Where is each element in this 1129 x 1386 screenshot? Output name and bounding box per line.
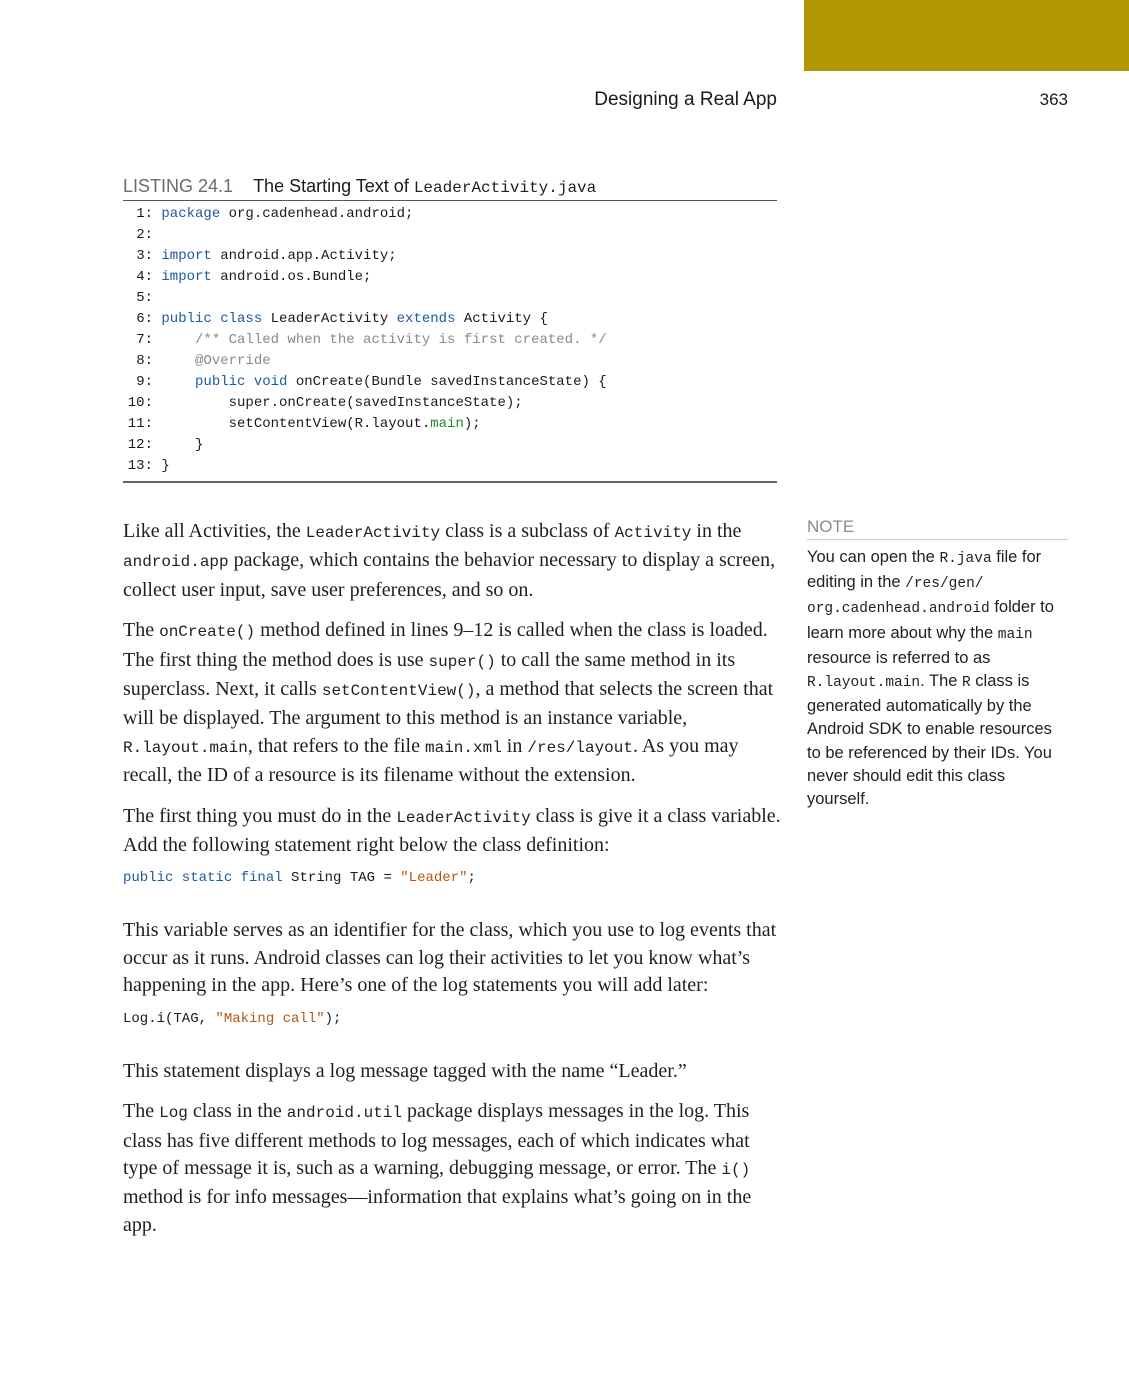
text-run: class is give it a class variable. Add the following statement right below the class definition: xyxy=(123,804,781,857)
text-run: } xyxy=(161,437,204,453)
paragraph xyxy=(123,1058,783,1085)
text-run: This variable serves as an identifier for the class, which you use to log events that occur as it runs. Android classes can log their activities to let you know what’s happening in the app. Here’s one of the log statements you will add later: xyxy=(123,919,777,997)
text-run: The first thing you must do in the xyxy=(123,804,397,827)
code-token: extends xyxy=(396,311,456,327)
text-run: You can open the xyxy=(807,548,940,566)
inline-code: R.layout.main xyxy=(123,738,248,757)
text-run: class is generated automatically by the Android SDK to enable resources to be referenced by their IDs. You never should edit this class yourself. xyxy=(807,672,1052,809)
text-run: Like all Activities, the xyxy=(123,520,306,542)
text-run: This statement displays a log message tagged with the name “Leader.” xyxy=(123,1059,687,1082)
inline-code: Log xyxy=(159,1104,188,1123)
code-line xyxy=(123,393,777,414)
text-run xyxy=(161,332,195,348)
line-number: 6: xyxy=(136,311,153,327)
line-number: 9: xyxy=(136,374,153,390)
listing-label: LISTING 24.1 xyxy=(123,176,234,196)
line-number: 8: xyxy=(136,353,153,369)
text-run xyxy=(161,374,195,390)
running-title: Designing a Real App xyxy=(594,89,777,110)
text-run: package, which contains the behavior necessary to display a screen, collect user input, save user preferences, and so on. xyxy=(123,549,776,601)
code-token: import xyxy=(161,269,212,285)
note-title: NOTE xyxy=(807,517,1068,540)
code-token: public void xyxy=(195,374,288,390)
code-line xyxy=(123,288,777,309)
text-run: } xyxy=(161,458,170,474)
inline-code: LeaderActivity xyxy=(305,524,441,542)
text-run: ; xyxy=(467,870,476,887)
code-token: "Leader" xyxy=(400,870,468,887)
text-run: String TAG = xyxy=(282,870,401,887)
text-run: ); xyxy=(324,1010,342,1027)
text-run: android.app.Activity; xyxy=(211,248,397,264)
text-run: class in the xyxy=(187,1100,287,1123)
code-statement-log xyxy=(123,1009,783,1030)
text-run: to call the same method in its superclass. Next, it calls xyxy=(123,648,736,701)
code-line xyxy=(123,435,777,456)
code-line xyxy=(123,225,777,246)
text-run: resource is referred to as xyxy=(807,648,991,667)
text-run: android.os.Bundle; xyxy=(211,269,372,285)
line-number: 1: xyxy=(136,206,153,222)
inline-code: LeaderActivity xyxy=(396,808,531,827)
text-run: super.onCreate(savedInstanceState); xyxy=(161,395,523,411)
inline-code: onCreate() xyxy=(159,623,256,642)
inline-code: setContentView() xyxy=(321,682,476,701)
code-line xyxy=(123,330,777,351)
inline-code: /res/layout xyxy=(527,738,633,757)
note-body xyxy=(807,546,1068,811)
text-run: class is a subclass of xyxy=(440,520,615,542)
inline-code: super() xyxy=(428,652,496,671)
text-run: method defined in lines 9–12 is called when the class is loaded. The first thing the method does is use xyxy=(123,619,768,671)
body-text xyxy=(123,518,783,1252)
inline-code: R.java xyxy=(939,551,992,567)
text-run: . As you may recall, the ID of a resource is its filename without the extension. xyxy=(123,734,739,787)
text-run: onCreate(Bundle savedInstanceState) { xyxy=(287,374,607,390)
code-line xyxy=(123,267,777,288)
inline-code: main xyxy=(997,626,1033,643)
text-run: Log.i(TAG, xyxy=(123,1010,216,1027)
code-block xyxy=(123,201,777,483)
text-run: , that refers to the file xyxy=(247,734,425,757)
inline-code: Activity xyxy=(614,524,692,542)
text-run: The xyxy=(123,619,160,642)
chapter-tab xyxy=(804,0,1129,71)
line-number: 10: xyxy=(127,395,153,411)
code-listing xyxy=(123,176,777,483)
inline-code: R.layout.main xyxy=(807,675,921,692)
text-run: package displays messages in the log. This class has five different methods to log messages, each of which indicates what type of message it is, such as a warning, debugging message, or error. The xyxy=(123,1100,750,1179)
code-token: public static final xyxy=(123,870,283,887)
inline-code: i() xyxy=(721,1160,751,1179)
text-run: in xyxy=(501,734,528,757)
text-run: file for editing in the xyxy=(807,548,1042,592)
code-token: public class xyxy=(161,311,263,327)
paragraph xyxy=(123,518,783,604)
text-run: folder to learn more about why the xyxy=(807,598,1054,642)
inline-code: android.app xyxy=(123,553,229,572)
inline-code: /res/gen/​org.cadenhead.android xyxy=(807,576,990,618)
code-token: "Making call" xyxy=(215,1010,325,1027)
text-run xyxy=(161,353,195,369)
code-line xyxy=(123,351,777,372)
code-line xyxy=(123,204,777,225)
line-number: 5: xyxy=(136,290,153,306)
text-run: in the xyxy=(691,520,742,542)
text-run: Activity { xyxy=(455,311,548,327)
line-number: 2: xyxy=(136,227,153,243)
inline-code: R xyxy=(962,675,971,692)
text-run: ); xyxy=(463,416,481,432)
page-number: 363 xyxy=(1039,90,1068,109)
text-run: setContentView(R.layout. xyxy=(161,416,431,432)
paragraph xyxy=(123,803,783,860)
code-token: /** Called when the activity is first created. */ xyxy=(195,332,607,348)
paragraph xyxy=(123,617,783,789)
line-number: 13: xyxy=(127,458,153,474)
text-run: . The xyxy=(920,672,963,691)
code-token: package xyxy=(161,206,221,222)
listing-filename: LeaderActivity.java xyxy=(413,179,597,197)
code-line xyxy=(123,456,777,477)
line-number: 7: xyxy=(136,332,153,348)
line-number: 3: xyxy=(136,248,153,264)
text-run: method is for info messages—information that explains what’s going on in the app. xyxy=(123,1186,752,1236)
code-statement-tag xyxy=(123,868,783,889)
code-line xyxy=(123,372,777,393)
inline-code: main.xml xyxy=(424,738,502,757)
code-line xyxy=(123,309,777,330)
code-token: main xyxy=(430,416,464,432)
code-token: @Override xyxy=(195,353,271,369)
line-number: 12: xyxy=(127,437,153,453)
listing-title: The Starting Text of xyxy=(253,176,414,196)
line-number: 11: xyxy=(127,416,153,432)
paragraph xyxy=(123,1098,783,1239)
listing-caption xyxy=(123,176,777,201)
text-run: , a method that selects the screen that will be displayed. The argument to this method is an instance variable, xyxy=(123,678,774,730)
paragraph xyxy=(123,917,783,999)
text-run: LeaderActivity xyxy=(262,311,397,327)
line-number: 4: xyxy=(136,269,153,285)
code-line xyxy=(123,246,777,267)
text-run: org.cadenhead.android; xyxy=(220,206,414,222)
text-run: The xyxy=(123,1100,160,1123)
code-token: import xyxy=(161,248,212,264)
code-line xyxy=(123,414,777,435)
inline-code: android.util xyxy=(286,1104,402,1123)
note-sidebar xyxy=(807,517,1068,811)
